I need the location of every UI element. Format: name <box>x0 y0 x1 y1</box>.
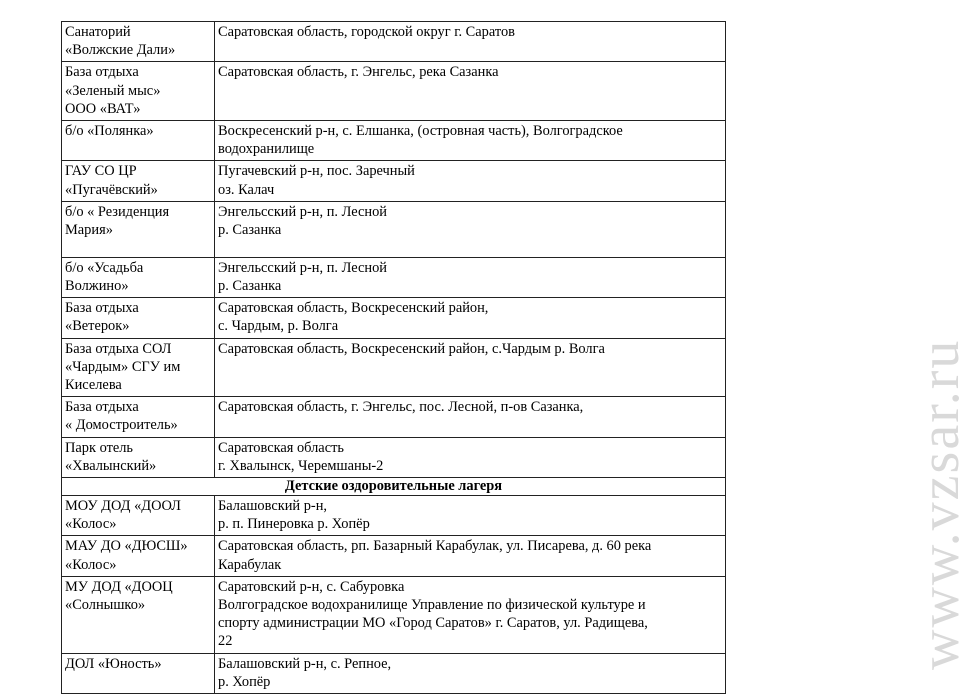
site-watermark: www.vzsar.ru <box>909 338 971 670</box>
table-row <box>62 397 726 437</box>
table-row <box>62 62 726 121</box>
facility-location: Энгельсский р-н, п. Лесной р. Сазанка <box>215 257 726 297</box>
facility-location: Саратовская область, г. Энгельс, пос. Лесной, п-ов Сазанка, <box>215 397 726 437</box>
table-row <box>62 298 726 338</box>
facility-name: б/о «Полянка» <box>62 121 215 161</box>
camp-name: МУ ДОД «ДООЦ «Солнышко» <box>62 576 215 653</box>
facility-name: б/о « Резиденция Мария» <box>62 201 215 257</box>
table-row <box>62 437 726 477</box>
camp-name: МАУ ДО «ДЮСШ» «Колос» <box>62 536 215 576</box>
facility-name: ГАУ СО ЦР «Пугачёвский» <box>62 161 215 201</box>
facility-location: Пугачевский р-н, пос. Заречный оз. Калач <box>215 161 726 201</box>
table-row <box>62 536 726 576</box>
camp-location: Саратовская область, рп. Базарный Карабулак, ул. Писарева, д. 60 река Карабулак <box>215 536 726 576</box>
section-heading: Детские оздоровительные лагеря <box>62 478 726 496</box>
facility-location: Саратовская область, Воскресенский район, с.Чардым р. Волга <box>215 338 726 397</box>
facility-name: Парк отель «Хвалынский» <box>62 437 215 477</box>
table-row <box>62 161 726 201</box>
camp-location: Балашовский р-н, р. п. Пинеровка р. Хопёр <box>215 496 726 536</box>
table-row <box>62 653 726 693</box>
facility-location: Саратовская область, городской округ г. Саратов <box>215 22 726 62</box>
section-heading-row <box>62 478 726 496</box>
facility-name: б/о «Усадьба Волжино» <box>62 257 215 297</box>
camp-location: Балашовский р-н, с. Репное, р. Хопёр <box>215 653 726 693</box>
facility-name: База отдыха «Ветерок» <box>62 298 215 338</box>
table-row <box>62 257 726 297</box>
facility-location: Саратовская область, Воскресенский район, с. Чардым, р. Волга <box>215 298 726 338</box>
facility-name: Санаторий «Волжские Дали» <box>62 22 215 62</box>
table-row <box>62 576 726 653</box>
table-row <box>62 496 726 536</box>
table-row <box>62 201 726 257</box>
facilities-table <box>61 21 726 694</box>
camp-location: Саратовский р-н, с. Сабуровка Волгоградское водохранилище Управление по физической культуре и спорту администрации МО «Город Саратов» г. Саратов, ул. Радищева, 22 <box>215 576 726 653</box>
facility-name: База отдыха СОЛ «Чардым» СГУ им Киселева <box>62 338 215 397</box>
table-row <box>62 22 726 62</box>
facility-location: Воскресенский р-н, с. Елшанка, (островная часть), Волгоградское водохранилище <box>215 121 726 161</box>
facility-location: Саратовская область, г. Энгельс, река Сазанка <box>215 62 726 121</box>
facility-location: Энгельсский р-н, п. Лесной р. Сазанка <box>215 201 726 257</box>
table-row <box>62 338 726 397</box>
facility-location: Саратовская область г. Хвалынск, Черемшаны-2 <box>215 437 726 477</box>
facility-name: База отдыха «Зеленый мыс» ООО «ВАТ» <box>62 62 215 121</box>
table-row <box>62 121 726 161</box>
facility-name: База отдыха « Домостроитель» <box>62 397 215 437</box>
camp-name: МОУ ДОД «ДООЛ «Колос» <box>62 496 215 536</box>
camp-name: ДОЛ «Юность» <box>62 653 215 693</box>
